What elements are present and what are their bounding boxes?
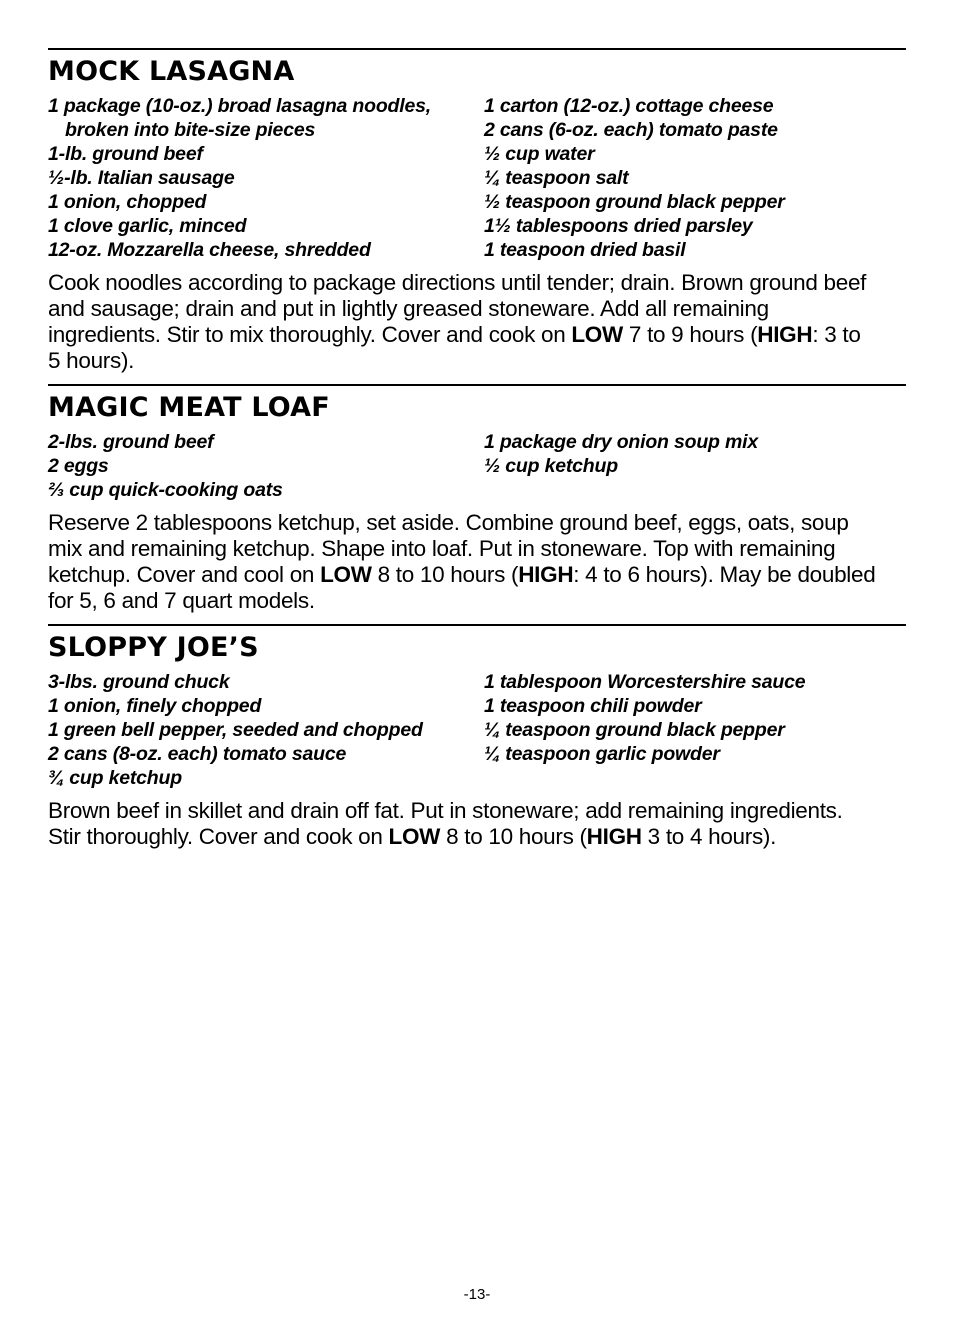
ingredient-column-right — [484, 670, 906, 790]
ingredient-column-right — [484, 94, 906, 262]
directions-text: 8 to 10 hours ( — [440, 824, 587, 849]
ingredient-column-left — [48, 430, 484, 502]
recipe-sloppy-joes — [48, 624, 906, 850]
ingredient: 1 clove garlic, minced — [48, 215, 247, 237]
high-setting: HIGH — [518, 562, 574, 587]
ingredient: ¾ cup ketchup — [48, 767, 182, 789]
ingredient: ¼ teaspoon salt — [484, 167, 629, 189]
ingredient-column-left — [48, 94, 484, 262]
ingredient: 1-lb. ground beef — [48, 143, 203, 165]
recipe-directions — [48, 798, 878, 850]
ingredient: 1 package dry onion soup mix — [484, 431, 758, 453]
page-number: -13- — [463, 1286, 491, 1303]
recipe-directions — [48, 270, 878, 374]
low-setting: LOW — [571, 322, 623, 347]
ingredient: ½ teaspoon ground black pepper — [484, 191, 785, 213]
ingredient: 1 onion, chopped — [48, 191, 207, 213]
ingredient: 2 cans (8-oz. each) tomato sauce — [48, 743, 347, 765]
directions-text: Cook noodles according to package directions until tender; drain. Brown ground beef and sausage; drain and put in lightly greased stoneware. Add all remaining ingredients. Stir to mix thoroughly. Cover and cook on — [48, 270, 867, 347]
low-setting: LOW — [320, 562, 372, 587]
ingredient: 1 onion, finely chopped — [48, 695, 262, 717]
ingredient: 1 teaspoon chili powder — [484, 695, 702, 717]
directions-text: 3 to 4 hours). — [641, 824, 777, 849]
ingredient: 3-lbs. ground chuck — [48, 671, 230, 693]
ingredient-list — [48, 94, 906, 262]
directions-text: Brown beef in skillet and drain off fat. Put in stoneware; add remaining ingredients. Stir thoroughly. Cover and cook on — [48, 798, 843, 849]
recipe-directions — [48, 510, 878, 614]
recipe-page — [48, 48, 906, 860]
recipe-mock-lasagna — [48, 48, 906, 374]
ingredient: 1 package (10-oz.) broad lasagna noodles, — [48, 95, 431, 117]
ingredient: ½ cup ketchup — [484, 455, 618, 477]
high-setting: HIGH — [757, 322, 813, 347]
ingredient-list — [48, 670, 906, 790]
ingredient: 1 teaspoon dried basil — [484, 239, 686, 261]
ingredient: 2 eggs — [48, 455, 109, 477]
recipe-title: MOCK LASAGNA — [48, 56, 295, 87]
ingredient: 1 carton (12-oz.) cottage cheese — [484, 95, 774, 117]
ingredient: 1 tablespoon Worcestershire sauce — [484, 671, 806, 693]
ingredient: ¼ teaspoon ground black pepper — [484, 719, 785, 741]
ingredient: ⅔ cup quick-cooking oats — [48, 479, 283, 501]
directions-text: Reserve 2 tablespoons ketchup, set aside. Combine ground beef, eggs, oats, soup mix and remaining ketchup. Shape into loaf. Put in stoneware. Top with remaining ketchup. Cover and cool on — [48, 510, 849, 587]
ingredient: ¼ teaspoon garlic powder — [484, 743, 720, 765]
recipe-title: SLOPPY JOE’S — [48, 632, 259, 663]
directions-text: : 4 to 6 hours). May be doubled for 5, 6 and 7 quart models. — [48, 562, 876, 613]
directions-text: : 3 to 5 hours). — [48, 322, 861, 373]
recipe-magic-meat-loaf — [48, 384, 906, 614]
ingredient: 2 cans (6-oz. each) tomato paste — [484, 119, 778, 141]
low-setting: LOW — [388, 824, 441, 849]
ingredient: 1 green bell pepper, seeded and chopped — [48, 719, 423, 741]
ingredient: ½ cup water — [484, 143, 595, 165]
ingredient: 2-lbs. ground beef — [48, 431, 214, 453]
ingredient: broken into bite-size pieces — [65, 119, 316, 141]
directions-text: 7 to 9 hours ( — [622, 322, 758, 347]
ingredient: 1½ tablespoons dried parsley — [484, 215, 753, 237]
ingredient: 12-oz. Mozzarella cheese, shredded — [48, 239, 371, 261]
ingredient-column-right — [484, 430, 906, 502]
ingredient-list — [48, 430, 906, 502]
ingredient-column-left — [48, 670, 484, 790]
recipe-title: MAGIC MEAT LOAF — [48, 392, 330, 423]
high-setting: HIGH — [586, 824, 642, 849]
ingredient: ½-lb. Italian sausage — [48, 167, 235, 189]
directions-text: 8 to 10 hours ( — [371, 562, 519, 587]
